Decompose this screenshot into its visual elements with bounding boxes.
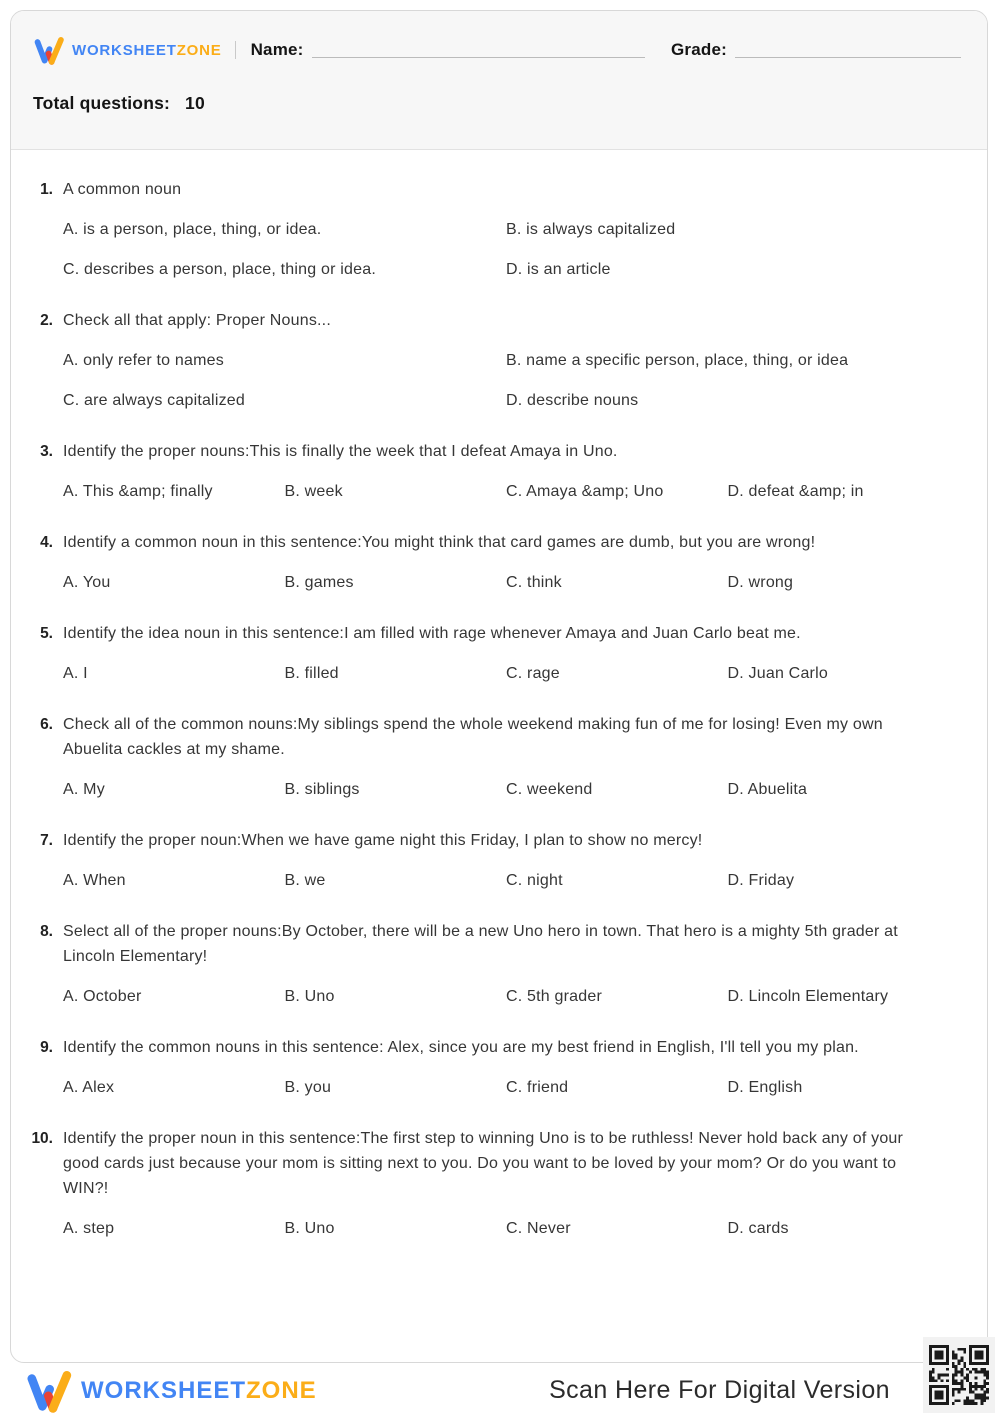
answer-option-c: C. 5th grader [506, 988, 602, 1005]
answer-option-a: A. My [63, 781, 105, 798]
answer-options [63, 777, 949, 802]
question-number: 7. [40, 832, 53, 849]
question-body [63, 1126, 949, 1241]
question-text: A common noun [63, 181, 182, 198]
total-questions-value: 10 [185, 93, 205, 113]
answer-options [63, 661, 949, 686]
answer-option-d: D. Abuelita [727, 781, 808, 798]
question-text: Identify the proper noun:When we have game night this Friday, I plan to show no mercy! [63, 832, 703, 849]
question-text: Identify the idea noun in this sentence:I am filled with rage whenever Amaya and Juan Carlo beat me. [63, 625, 801, 642]
question-item [23, 919, 937, 1009]
answer-option-b: B. filled [284, 665, 339, 682]
answer-option-d: D. describe nouns [506, 392, 639, 409]
answer-option-b: B. week [284, 483, 343, 500]
question-item [23, 308, 937, 413]
question-number: 9. [40, 1039, 53, 1056]
question-body [63, 712, 949, 802]
answer-option-c: C. night [506, 872, 563, 889]
answer-option-d: D. defeat &amp; in [727, 483, 864, 500]
question-item [23, 439, 937, 504]
answer-option-d: D. Juan Carlo [727, 665, 828, 682]
answer-option-c: C. Never [506, 1220, 571, 1237]
question-text: Check all that apply: Proper Nouns... [63, 312, 331, 329]
question-body [63, 439, 949, 504]
answer-option-d: D. cards [727, 1220, 789, 1237]
worksheet-footer [24, 1367, 976, 1414]
question-number: 8. [40, 923, 53, 940]
answer-option-a: A. I [63, 665, 88, 682]
answer-option-d: D. wrong [727, 574, 794, 591]
answer-option-b: B. Uno [284, 1220, 335, 1237]
brand-word-zone: ZONE [176, 41, 222, 59]
answer-option-a: A. When [63, 872, 126, 889]
answer-option-c: C. Amaya &amp; Uno [506, 483, 664, 500]
qr-code-image [929, 1345, 989, 1405]
answer-option-d: D. English [727, 1079, 803, 1096]
answer-options [63, 1075, 949, 1100]
qr-code [923, 1337, 995, 1413]
answer-option-c: C. weekend [506, 781, 593, 798]
answer-option-a: A. only refer to names [63, 352, 224, 369]
brand-word-worksheet: WORKSHEET [72, 41, 177, 59]
total-questions-row [33, 93, 961, 114]
answer-option-c: C. think [506, 574, 562, 591]
footer-brand-logo [24, 1368, 317, 1413]
question-item [23, 828, 937, 893]
answer-option-a: A. is a person, place, thing, or idea. [63, 221, 322, 238]
question-number: 5. [40, 625, 53, 642]
questions-list [11, 150, 987, 1241]
answer-options [63, 1216, 949, 1241]
answer-option-c: C. describes a person, place, thing or idea. [63, 261, 376, 278]
question-number: 4. [40, 534, 53, 551]
question-body [63, 828, 949, 893]
footer-brand-name [81, 1377, 317, 1405]
answer-option-b: B. Uno [284, 988, 335, 1005]
question-item [23, 712, 937, 802]
question-text: Select all of the proper nouns:By October, there will be a new Uno hero in town. That hero is a mighty 5th grader at Lincoln Elementary! [63, 923, 898, 965]
answer-option-d: D. is an article [506, 261, 611, 278]
brand-logo [33, 35, 222, 65]
answer-options [63, 348, 949, 413]
answer-options [63, 217, 949, 282]
worksheet-card [10, 10, 988, 1363]
answer-options [63, 479, 949, 504]
answer-option-b: B. we [284, 872, 326, 889]
answer-options [63, 984, 949, 1009]
question-item [23, 177, 937, 282]
answer-option-a: A. step [63, 1220, 115, 1237]
name-blank-line [312, 43, 645, 58]
answer-option-a: A. You [63, 574, 111, 591]
question-item [23, 621, 937, 686]
answer-option-b: B. name a specific person, place, thing, or idea [506, 352, 849, 369]
question-body [63, 919, 949, 1009]
answer-option-d: D. Friday [727, 872, 795, 889]
brand-word-zone: ZONE [246, 1376, 317, 1404]
answer-option-a: A. Alex [63, 1079, 115, 1096]
question-number: 10. [31, 1130, 53, 1147]
question-item [23, 1126, 937, 1241]
name-label: Name: [250, 40, 304, 59]
worksheetzone-logo-icon [24, 1368, 74, 1413]
answer-option-a: A. October [63, 988, 142, 1005]
worksheet-header [11, 11, 987, 150]
answer-options [63, 868, 949, 893]
question-text: Identify the proper nouns:This is finally the week that I defeat Amaya in Uno. [63, 443, 618, 460]
answer-option-b: B. siblings [284, 781, 360, 798]
question-body [63, 177, 949, 282]
question-number: 6. [40, 716, 53, 733]
answer-option-c: C. rage [506, 665, 560, 682]
question-number: 1. [40, 181, 53, 198]
question-text: Identify a common noun in this sentence:You might think that card games are dumb, but you are wrong! [63, 534, 816, 551]
scan-here-label: Scan Here For Digital Version [549, 1376, 890, 1404]
brand-name [72, 42, 222, 59]
grade-label: Grade: [671, 40, 727, 59]
question-item [23, 1035, 937, 1100]
answer-option-c: C. are always capitalized [63, 392, 245, 409]
answer-option-b: B. games [284, 574, 354, 591]
question-body [63, 308, 949, 413]
grade-blank-line [735, 43, 961, 58]
question-number: 2. [40, 312, 53, 329]
question-number: 3. [40, 443, 53, 460]
header-divider [235, 41, 236, 59]
question-text: Identify the common nouns in this sentence: Alex, since you are my best friend in English, I'll tell you my plan. [63, 1039, 859, 1056]
total-questions-label: Total questions: [33, 93, 171, 113]
question-text: Check all of the common nouns:My siblings spend the whole weekend making fun of me for losing! Even my own Abuelita cackles at my shame. [63, 716, 883, 758]
question-text: Identify the proper noun in this sentence:The first step to winning Uno is to be ruthless! Never hold back any of your good cards just because your mom is sitting next to you. Do you want to be loved by your mom? Or do you want to WIN?! [63, 1130, 904, 1197]
worksheetzone-logo-icon [33, 35, 65, 65]
answer-option-b: B. you [284, 1079, 332, 1096]
question-body [63, 530, 949, 595]
answer-option-a: A. This &amp; finally [63, 483, 213, 500]
answer-option-d: D. Lincoln Elementary [727, 988, 889, 1005]
question-item [23, 530, 937, 595]
answer-options [63, 570, 949, 595]
brand-word-worksheet: WORKSHEET [81, 1376, 246, 1404]
answer-option-b: B. is always capitalized [506, 221, 676, 238]
question-body [63, 1035, 949, 1100]
header-row [33, 33, 961, 67]
answer-option-c: C. friend [506, 1079, 569, 1096]
question-body [63, 621, 949, 686]
